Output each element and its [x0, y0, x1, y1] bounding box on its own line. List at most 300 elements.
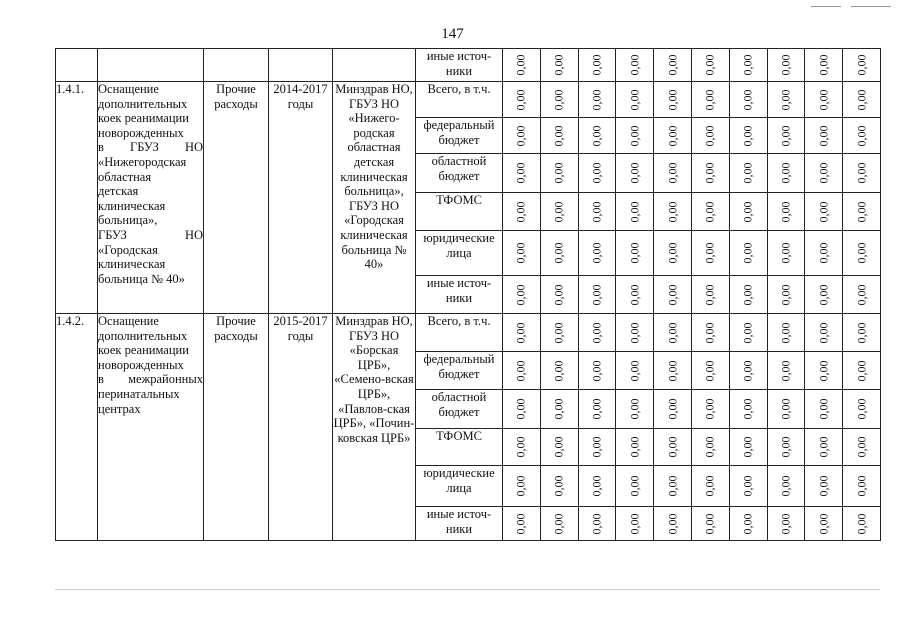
value-text: 0,00 [513, 360, 528, 381]
value-cell [654, 193, 692, 231]
value-cell [503, 118, 541, 154]
value-cell [843, 352, 881, 390]
source-cell: федеральный бюджет [416, 352, 503, 390]
value-text: 0,00 [740, 436, 755, 458]
value-text: 0,00 [816, 322, 831, 343]
value-text: 0,00 [816, 284, 831, 305]
value-cell [578, 276, 616, 314]
value-text: 0,00 [740, 54, 755, 76]
value-text: 0,00 [702, 54, 717, 76]
item-name-line: в ГБУЗ НО [98, 140, 203, 155]
source-cell: областной бюджет [416, 390, 503, 429]
value-text: 0,00 [778, 242, 793, 264]
value-cell [654, 154, 692, 193]
value-text: 0,00 [665, 436, 680, 458]
value-cell [540, 49, 578, 82]
source-cell: юридические лица [416, 231, 503, 276]
expense-type: Прочие расходы [204, 82, 269, 314]
value-cell [616, 466, 654, 507]
value-text: 0,00 [702, 162, 717, 184]
item-name-line: в межрайонных [98, 372, 203, 387]
value-cell [540, 154, 578, 193]
value-cell [729, 352, 767, 390]
value-cell [691, 466, 729, 507]
value-cell [767, 49, 805, 82]
value-cell [767, 352, 805, 390]
value-cell [503, 429, 541, 466]
empty-cell [333, 49, 416, 82]
value-text: 0,00 [589, 284, 604, 305]
value-text: 0,00 [778, 125, 793, 146]
value-cell [843, 466, 881, 507]
value-text: 0,00 [816, 475, 831, 497]
value-text: 0,00 [589, 360, 604, 381]
value-text: 0,00 [665, 54, 680, 76]
value-text: 0,00 [816, 398, 831, 420]
value-cell [616, 193, 654, 231]
value-text: 0,00 [816, 125, 831, 146]
scan-bottom-shadow [55, 589, 880, 590]
value-text: 0,00 [740, 360, 755, 381]
value-cell [843, 507, 881, 541]
value-text: 0,00 [513, 475, 528, 497]
value-cell [767, 231, 805, 276]
value-text: 0,00 [702, 360, 717, 381]
value-text: 0,00 [551, 284, 566, 305]
value-text: 0,00 [740, 89, 755, 110]
value-text: 0,00 [627, 125, 642, 146]
value-text: 0,00 [854, 436, 869, 458]
value-text: 0,00 [589, 398, 604, 420]
value-cell [767, 314, 805, 352]
value-text: 0,00 [513, 125, 528, 146]
item-name-line: перинатальных [98, 386, 180, 401]
value-cell [654, 276, 692, 314]
item-name [98, 82, 204, 314]
source-cell: ТФОМС [416, 193, 503, 231]
value-cell [578, 390, 616, 429]
value-text: 0,00 [778, 54, 793, 76]
value-text: 0,00 [740, 125, 755, 146]
value-text: 0,00 [854, 162, 869, 184]
value-cell [654, 466, 692, 507]
value-cell [729, 82, 767, 118]
item-name-line: новорожденных [98, 125, 184, 140]
value-cell [843, 154, 881, 193]
value-cell [654, 118, 692, 154]
value-cell [805, 231, 843, 276]
value-text: 0,00 [551, 436, 566, 458]
source-cell: областной бюджет [416, 154, 503, 193]
value-cell [843, 314, 881, 352]
value-text: 0,00 [854, 284, 869, 305]
value-cell [503, 231, 541, 276]
value-cell [691, 82, 729, 118]
value-cell [578, 352, 616, 390]
value-text: 0,00 [589, 54, 604, 76]
value-text: 0,00 [740, 398, 755, 420]
value-text: 0,00 [589, 242, 604, 264]
value-text: 0,00 [665, 322, 680, 343]
item-name-line: клиническая [98, 257, 166, 272]
value-cell [767, 154, 805, 193]
value-cell [691, 390, 729, 429]
value-text: 0,00 [627, 284, 642, 305]
value-text: 0,00 [665, 475, 680, 497]
value-text: 0,00 [740, 242, 755, 264]
value-cell [616, 276, 654, 314]
value-cell [503, 49, 541, 82]
value-cell [654, 507, 692, 541]
source-cell: иные источ-ники [416, 507, 503, 541]
value-text: 0,00 [665, 201, 680, 222]
value-cell [729, 193, 767, 231]
value-cell [691, 231, 729, 276]
value-cell [767, 390, 805, 429]
value-text: 0,00 [627, 475, 642, 497]
value-cell [691, 507, 729, 541]
value-cell [729, 154, 767, 193]
value-cell [691, 429, 729, 466]
value-text: 0,00 [665, 89, 680, 110]
value-cell [843, 193, 881, 231]
value-cell [767, 276, 805, 314]
value-text: 0,00 [778, 398, 793, 420]
value-cell [654, 314, 692, 352]
value-cell [729, 276, 767, 314]
value-text: 0,00 [702, 89, 717, 110]
value-cell [616, 390, 654, 429]
value-text: 0,00 [854, 475, 869, 497]
value-text: 0,00 [551, 242, 566, 264]
value-text: 0,00 [854, 322, 869, 343]
value-cell [729, 314, 767, 352]
value-cell [843, 390, 881, 429]
value-text: 0,00 [589, 201, 604, 222]
budget-table [55, 48, 881, 541]
value-text: 0,00 [778, 360, 793, 381]
source-cell: иные источ-ники [416, 49, 503, 82]
value-cell [805, 82, 843, 118]
value-text: 0,00 [627, 398, 642, 420]
value-cell [767, 507, 805, 541]
value-text: 0,00 [665, 242, 680, 264]
value-text: 0,00 [589, 322, 604, 343]
value-text: 0,00 [551, 513, 566, 534]
value-text: 0,00 [551, 322, 566, 343]
value-cell [805, 154, 843, 193]
value-text: 0,00 [513, 513, 528, 534]
value-text: 0,00 [513, 284, 528, 305]
value-cell [578, 429, 616, 466]
source-cell: иные источ-ники [416, 276, 503, 314]
value-cell [843, 118, 881, 154]
value-text: 0,00 [513, 89, 528, 110]
value-cell [691, 314, 729, 352]
item-name-line: больница», [98, 213, 158, 228]
value-text: 0,00 [627, 322, 642, 343]
value-cell [691, 352, 729, 390]
value-cell [616, 314, 654, 352]
value-cell [578, 466, 616, 507]
value-cell [503, 507, 541, 541]
source-cell: Всего, в т.ч. [416, 82, 503, 118]
value-text: 0,00 [513, 54, 528, 76]
value-cell [729, 49, 767, 82]
value-cell [578, 193, 616, 231]
value-text: 0,00 [702, 284, 717, 305]
page-number: 147 [441, 26, 464, 42]
item-name-line: центрах [98, 401, 141, 416]
value-cell [616, 154, 654, 193]
value-cell [805, 193, 843, 231]
value-text: 0,00 [740, 284, 755, 305]
value-cell [729, 466, 767, 507]
value-cell [578, 82, 616, 118]
value-cell [654, 49, 692, 82]
value-text: 0,00 [816, 201, 831, 222]
value-text: 0,00 [854, 360, 869, 381]
value-cell [805, 390, 843, 429]
value-cell [691, 49, 729, 82]
value-cell [805, 352, 843, 390]
value-cell [805, 314, 843, 352]
value-cell [540, 352, 578, 390]
value-cell [691, 276, 729, 314]
value-cell [767, 429, 805, 466]
item-name-line: клиническая [98, 198, 166, 213]
value-cell [729, 390, 767, 429]
value-text: 0,00 [778, 475, 793, 497]
value-text: 0,00 [854, 242, 869, 264]
executor: Минздрав НО, ГБУЗ НО «Нижего-родская областная детская клиническая больница», ГБУЗ НО «Городская клиническая больница № 40» [333, 82, 416, 314]
value-cell [578, 231, 616, 276]
item-name-line: дополнительных [98, 328, 188, 343]
value-cell [540, 118, 578, 154]
value-cell [540, 507, 578, 541]
value-text: 0,00 [551, 360, 566, 381]
item-name [98, 314, 204, 541]
value-text: 0,00 [702, 475, 717, 497]
value-text: 0,00 [627, 89, 642, 110]
value-cell [767, 82, 805, 118]
value-text: 0,00 [778, 284, 793, 305]
value-text: 0,00 [551, 125, 566, 146]
item-name-line: Оснащение [98, 82, 159, 96]
value-cell [540, 466, 578, 507]
source-cell: юридические лица [416, 466, 503, 507]
value-text: 0,00 [589, 436, 604, 458]
value-cell [503, 314, 541, 352]
value-cell [503, 390, 541, 429]
table-row [56, 82, 881, 118]
value-text: 0,00 [740, 475, 755, 497]
value-cell [616, 118, 654, 154]
value-text: 0,00 [665, 162, 680, 184]
item-name-line: дополнительных [98, 96, 188, 111]
empty-cell [204, 49, 269, 82]
value-cell [578, 118, 616, 154]
value-text: 0,00 [513, 162, 528, 184]
value-text: 0,00 [589, 125, 604, 146]
value-text: 0,00 [740, 513, 755, 534]
value-cell [578, 154, 616, 193]
value-text: 0,00 [513, 398, 528, 420]
value-cell [503, 82, 541, 118]
item-number: 1.4.1. [56, 82, 98, 314]
scan-corner-marks [811, 6, 891, 10]
source-cell: Всего, в т.ч. [416, 314, 503, 352]
value-cell [805, 466, 843, 507]
value-text: 0,00 [702, 398, 717, 420]
value-text: 0,00 [665, 360, 680, 381]
value-cell [540, 314, 578, 352]
value-cell [616, 429, 654, 466]
item-name-line: новорожденных [98, 357, 184, 372]
value-text: 0,00 [816, 89, 831, 110]
table-row [56, 49, 881, 82]
item-name-line: коек реанимации [98, 343, 189, 358]
value-text: 0,00 [816, 513, 831, 534]
value-text: 0,00 [551, 89, 566, 110]
value-cell [540, 390, 578, 429]
value-text: 0,00 [702, 322, 717, 343]
value-cell [503, 276, 541, 314]
value-text: 0,00 [513, 436, 528, 458]
value-cell [616, 49, 654, 82]
empty-cell [269, 49, 333, 82]
value-text: 0,00 [702, 513, 717, 534]
value-text: 0,00 [665, 513, 680, 534]
value-cell [805, 429, 843, 466]
value-cell [767, 466, 805, 507]
value-cell [578, 507, 616, 541]
value-cell [729, 429, 767, 466]
value-cell [843, 82, 881, 118]
value-text: 0,00 [551, 162, 566, 184]
value-text: 0,00 [854, 398, 869, 420]
value-cell [767, 193, 805, 231]
value-text: 0,00 [589, 513, 604, 534]
value-cell [654, 82, 692, 118]
item-name-line: «Нижегородская [98, 154, 187, 169]
value-text: 0,00 [551, 54, 566, 76]
value-cell [843, 276, 881, 314]
value-cell [767, 118, 805, 154]
value-text: 0,00 [740, 322, 755, 343]
value-cell [616, 231, 654, 276]
value-text: 0,00 [740, 162, 755, 184]
value-text: 0,00 [854, 54, 869, 76]
value-text: 0,00 [627, 54, 642, 76]
value-text: 0,00 [627, 513, 642, 534]
source-cell: федеральный бюджет [416, 118, 503, 154]
value-text: 0,00 [854, 201, 869, 222]
value-cell [805, 276, 843, 314]
expense-type: Прочие расходы [204, 314, 269, 541]
value-cell [805, 507, 843, 541]
value-cell [578, 49, 616, 82]
value-text: 0,00 [627, 242, 642, 264]
value-cell [540, 276, 578, 314]
value-text: 0,00 [778, 162, 793, 184]
table-row [56, 314, 881, 352]
value-text: 0,00 [627, 201, 642, 222]
value-text: 0,00 [854, 513, 869, 534]
value-cell [691, 118, 729, 154]
period: 2014-2017 годы [269, 82, 333, 314]
value-text: 0,00 [778, 436, 793, 458]
value-cell [654, 390, 692, 429]
value-text: 0,00 [513, 322, 528, 343]
empty-cell [56, 49, 98, 82]
value-cell [691, 154, 729, 193]
value-text: 0,00 [513, 242, 528, 264]
value-text: 0,00 [589, 162, 604, 184]
value-cell [540, 193, 578, 231]
item-name-line: больница № 40» [98, 271, 185, 286]
value-cell [805, 118, 843, 154]
value-text: 0,00 [816, 54, 831, 76]
value-cell [540, 82, 578, 118]
executor: Минздрав НО, ГБУЗ НО «Борская ЦРБ», «Семено-вская ЦРБ», «Павлов-ская ЦРБ», «Почин-ковская ЦРБ» [333, 314, 416, 541]
value-text: 0,00 [665, 284, 680, 305]
value-text: 0,00 [702, 436, 717, 458]
value-cell [616, 82, 654, 118]
item-name-line: детская [98, 184, 139, 199]
item-name-line: областная [98, 169, 152, 184]
value-cell [503, 466, 541, 507]
value-text: 0,00 [702, 201, 717, 222]
period: 2015-2017 годы [269, 314, 333, 541]
value-cell [654, 429, 692, 466]
value-cell [503, 193, 541, 231]
value-text: 0,00 [740, 201, 755, 222]
value-cell [843, 49, 881, 82]
value-text: 0,00 [816, 162, 831, 184]
value-cell [843, 429, 881, 466]
item-name-line: коек реанимации [98, 111, 189, 126]
value-cell [503, 352, 541, 390]
value-text: 0,00 [627, 360, 642, 381]
value-cell [654, 352, 692, 390]
value-cell [540, 231, 578, 276]
item-name-line: Оснащение [98, 314, 159, 328]
source-cell: ТФОМС [416, 429, 503, 466]
value-cell [540, 429, 578, 466]
value-text: 0,00 [778, 513, 793, 534]
value-cell [843, 231, 881, 276]
value-cell [691, 193, 729, 231]
value-cell [729, 507, 767, 541]
value-text: 0,00 [589, 475, 604, 497]
value-cell [503, 154, 541, 193]
value-text: 0,00 [778, 322, 793, 343]
value-text: 0,00 [816, 242, 831, 264]
value-cell [616, 507, 654, 541]
value-text: 0,00 [627, 162, 642, 184]
value-text: 0,00 [816, 436, 831, 458]
empty-cell [98, 49, 204, 82]
value-text: 0,00 [854, 89, 869, 110]
item-number: 1.4.2. [56, 314, 98, 541]
item-name-line: ГБУЗ НО [98, 227, 203, 242]
value-text: 0,00 [551, 201, 566, 222]
value-text: 0,00 [551, 398, 566, 420]
value-text: 0,00 [778, 201, 793, 222]
value-cell [805, 49, 843, 82]
item-name-line: «Городская [98, 242, 158, 257]
